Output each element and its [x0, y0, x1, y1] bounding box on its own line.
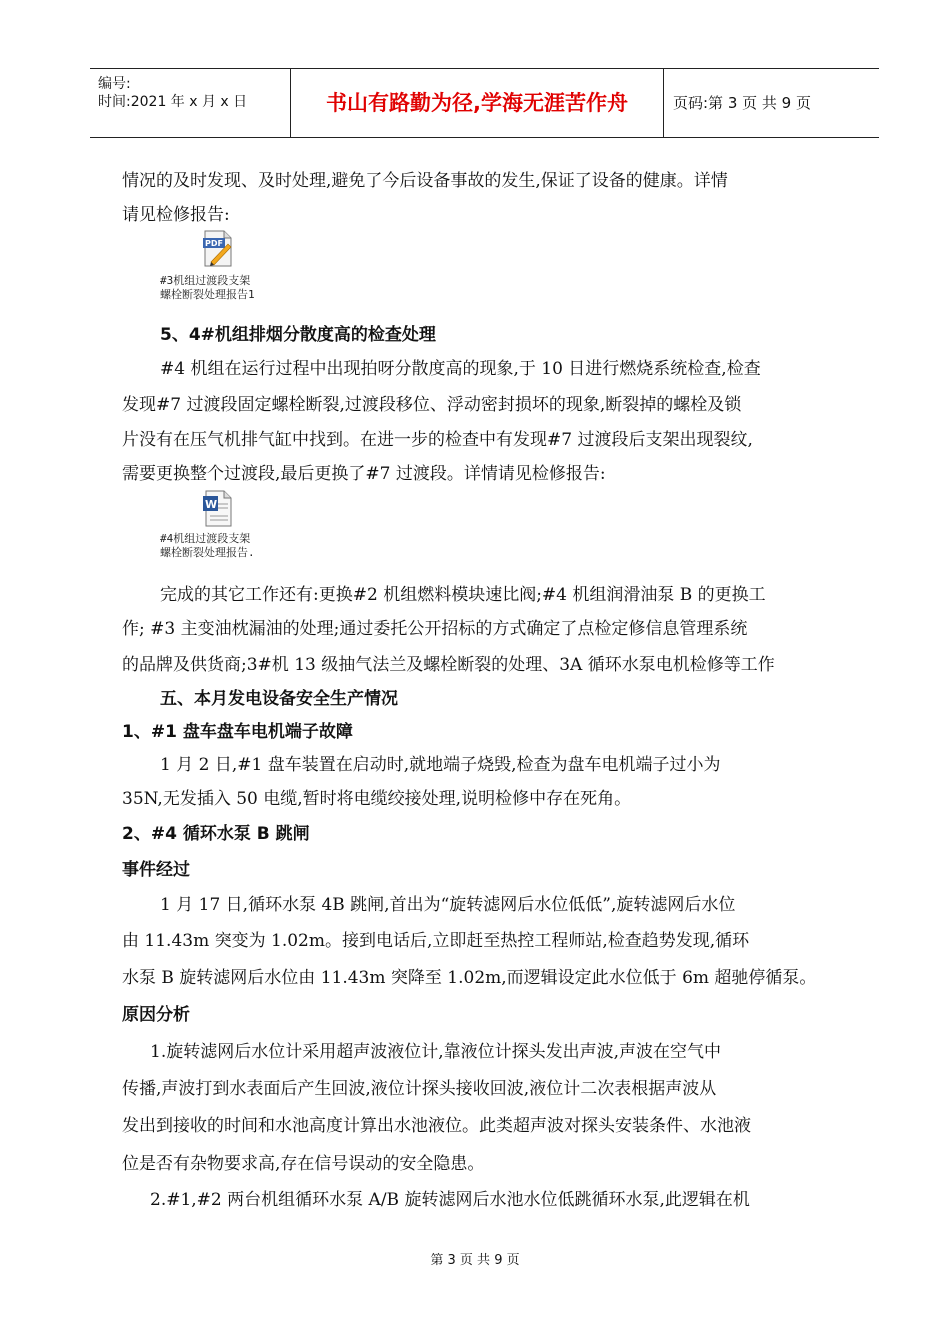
body-line: 1 月 17 日,循环水泵 4B 跳闸,首出为“旋转滤网后水位低低”,旋转滤网后水位 — [160, 895, 736, 915]
body-line: 水泵 B 旋转滤网后水位由 11.43m 突降至 1.02m,而逻辑设定此水位低于 6m 超驰停循泵。 — [122, 968, 817, 988]
svg-text:PDF: PDF — [205, 239, 223, 248]
header-code: 编号: — [98, 76, 131, 92]
header-motto: 书山有路勤为径,学海无涯苦作舟 — [291, 69, 664, 137]
body-line: 1 月 2 日,#1 盘车装置在启动时,就地端子烧毁,检查为盘车电机端子过小为 — [160, 755, 721, 775]
body-line: 的品牌及供货商;3#机 13 级抽气法兰及螺栓断裂的处理、3A 循环水泵电机检修等工作 — [122, 655, 775, 675]
subsection-heading: 2、#4 循环水泵 B 跳闸 — [122, 824, 310, 844]
page-header — [90, 68, 879, 138]
subsection-heading: 1、#1 盘车盘车电机端子故障 — [122, 722, 353, 742]
body-line: 发现#7 过渡段固定螺栓断裂,过渡段移位、浮动密封损坏的现象,断裂掉的螺栓及锁 — [122, 395, 742, 415]
body-line: 请见检修报告: — [122, 205, 230, 225]
body-line: 情况的及时发现、及时处理,避免了今后设备事故的发生,保证了设备的健康。详情 — [122, 171, 728, 191]
attachment-caption: #4机组过渡段支架 — [160, 532, 251, 545]
svg-text:W: W — [205, 498, 218, 511]
attachment-caption: 螺栓断裂处理报告1 — [160, 288, 255, 301]
attachment-caption: 螺栓断裂处理报告. — [160, 546, 255, 559]
body-line: 35N,无发插入 50 电缆,暂时将电缆绞接处理,说明检修中存在死角。 — [122, 789, 632, 809]
attachment-word[interactable] — [160, 490, 290, 562]
body-line: 传播,声波打到水表面后产生回波,液位计探头接收回波,液位计二次表根据声波从 — [122, 1079, 717, 1099]
body-line: 2.#1,#2 两台机组循环水泵 A/B 旋转滤网后水池水位低跳循环水泵,此逻辑在机 — [150, 1190, 750, 1210]
body-line: 发出到接收的时间和水池高度计算出水池液位。此类超声波对探头安装条件、水池液 — [122, 1116, 751, 1136]
body-line: 片没有在压气机排气缸中找到。在进一步的检查中有发现#7 过渡段后支架出现裂纹, — [122, 430, 753, 450]
section-heading: 5、4#机组排烟分散度高的检查处理 — [160, 325, 436, 345]
word-file-icon — [202, 490, 234, 528]
body-line: 由 11.43m 突变为 1.02m。接到电话后,立即赶至热控工程师站,检查趋势发现,循环 — [122, 931, 750, 951]
header-time: 时间:2021 年 x 月 x 日 — [98, 94, 248, 110]
subsection-heading: 事件经过 — [122, 860, 190, 880]
header-page-number: 页码:第 3 页 共 9 页 — [673, 94, 811, 112]
attachment-caption: #3机组过渡段支架 — [160, 274, 251, 287]
body-line: 作; #3 主变油枕漏油的处理;通过委托公开招标的方式确定了点检定修信息管理系统 — [122, 619, 748, 639]
section-heading: 五、本月发电设备安全生产情况 — [160, 689, 398, 709]
body-line: #4 机组在运行过程中出现拍呀分散度高的现象,于 10 日进行燃烧系统检查,检查 — [160, 359, 761, 379]
body-line: 完成的其它工作还有:更换#2 机组燃料模块速比阀;#4 机组润滑油泵 B 的更换工 — [160, 585, 766, 605]
attachment-pdf[interactable] — [160, 230, 290, 302]
header-meta-cell — [90, 69, 291, 137]
body-line: 位是否有杂物要求高,存在信号误动的安全隐患。 — [122, 1154, 485, 1174]
pdf-file-icon — [202, 230, 234, 268]
subsection-heading: 原因分析 — [122, 1005, 190, 1025]
body-line: 需要更换整个过渡段,最后更换了#7 过渡段。详情请见检修报告: — [122, 464, 606, 484]
body-line: 1.旋转滤网后水位计采用超声波液位计,靠液位计探头发出声波,声波在空气中 — [150, 1042, 722, 1062]
page-footer: 第 3 页 共 9 页 — [430, 1253, 520, 1268]
